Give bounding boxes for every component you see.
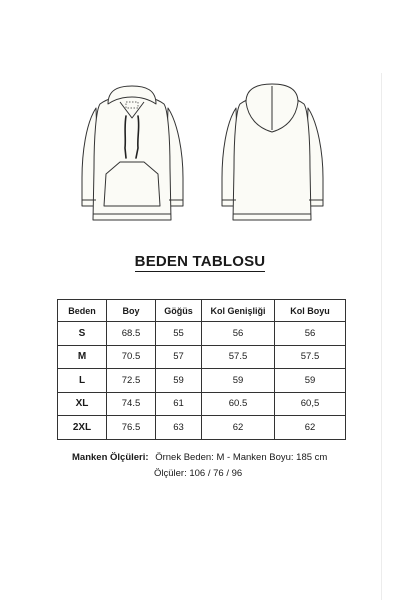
size-cell: L	[58, 369, 107, 393]
size-chart-title	[0, 253, 400, 270]
table-row	[58, 416, 346, 440]
table-cell: 57.5	[202, 345, 275, 369]
size-table	[57, 299, 346, 440]
table-row	[58, 345, 346, 369]
hoodie-illustrations	[0, 78, 400, 238]
table-header-row	[58, 300, 346, 322]
table-cell: 72.5	[107, 369, 156, 393]
table-cell: 57.5	[275, 345, 346, 369]
table-cell: 57	[156, 345, 202, 369]
size-chart-title-text: BEDEN TABLOSU	[134, 253, 266, 270]
table-row	[58, 369, 346, 393]
model-body-measurements: Ölçüler: 106 / 76 / 96	[154, 468, 243, 479]
table-cell: 76.5	[107, 416, 156, 440]
hoodie-front-drawing	[82, 86, 183, 220]
table-cell: 62	[202, 416, 275, 440]
size-cell: M	[58, 345, 107, 369]
column-header: Göğüs	[156, 300, 202, 322]
column-header: Beden	[58, 300, 107, 322]
table-cell: 60,5	[275, 392, 346, 416]
table-cell: 70.5	[107, 345, 156, 369]
model-sample-size: Örnek Beden: M - Manken Boyu: 185 cm	[155, 452, 328, 463]
model-measurements-line-1	[72, 452, 327, 463]
table-cell: 61	[156, 392, 202, 416]
table-cell: 59	[156, 369, 202, 393]
column-header: Boy	[107, 300, 156, 322]
table-row	[58, 322, 346, 346]
top-background	[0, 0, 400, 73]
column-header: Kol Genişliği	[202, 300, 275, 322]
table-cell: 60.5	[202, 392, 275, 416]
column-header: Kol Boyu	[275, 300, 346, 322]
size-cell: 2XL	[58, 416, 107, 440]
table-cell: 56	[275, 322, 346, 346]
size-cell: S	[58, 322, 107, 346]
size-cell: XL	[58, 392, 107, 416]
table-row	[58, 392, 346, 416]
table-cell: 68.5	[107, 322, 156, 346]
model-measurements-label: Manken Ölçüleri:	[72, 452, 149, 463]
table-cell: 59	[202, 369, 275, 393]
table-cell: 59	[275, 369, 346, 393]
table-cell: 74.5	[107, 392, 156, 416]
table-cell: 55	[156, 322, 202, 346]
table-cell: 56	[202, 322, 275, 346]
table-cell: 63	[156, 416, 202, 440]
hoodie-back-drawing	[222, 84, 323, 220]
table-cell: 62	[275, 416, 346, 440]
